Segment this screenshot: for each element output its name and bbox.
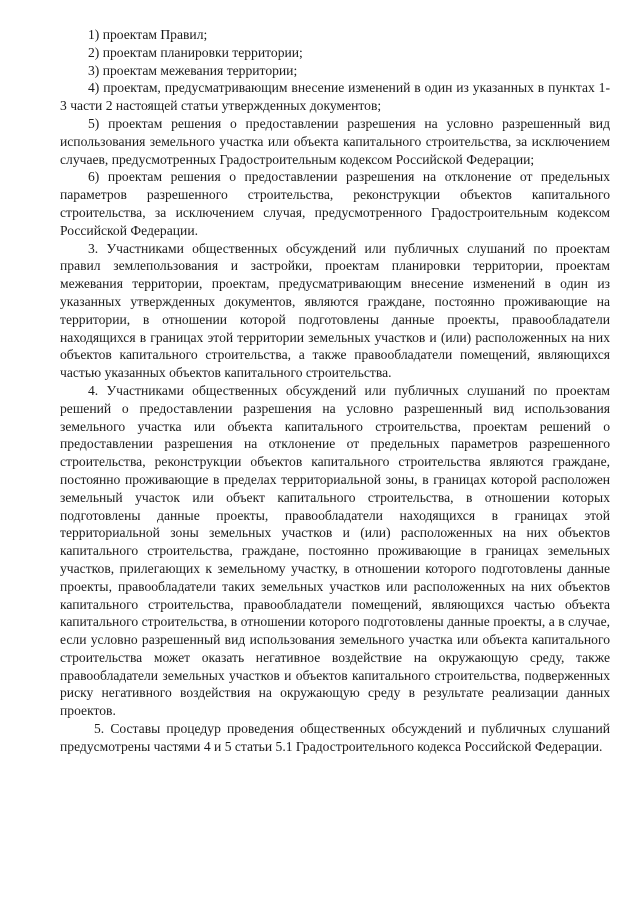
list-item-4: 4) проектам, предусматривающим внесение изменений в один из указанных в пунктах 1-3 части 2 настоящей статьи утвержденных документов; [60, 80, 610, 114]
paragraph-5: 5. Составы процедур проведения общественных обсуждений и публичных слушаний предусмотрены частями 4 и 5 статьи 5.1 Градостроительного кодекса Российской Федерации. [60, 721, 610, 754]
list-item-1: 1) проектам Правил; [88, 27, 208, 42]
paragraph-3: 3. Участниками общественных обсуждений или публичных слушаний по проектам правил землепользования и застройки, проектам планировки территории, проектам межевания территории, проектам, предусматривающим внесение изменений в один из указанных утвержденных документов, являются граждане, постоянно проживающие на территории, в отношении которой подготовлены данные проекты, правообладатели находящихся в границах этой территории земельных участков и (или) расположенных на них объектов капитального строительства, а также правообладатели помещений, являющихся частью указанных объектов капитального строительства. [60, 240, 610, 381]
list-item-5: 5) проектам решения о предоставлении разрешения на условно разрешенный вид использования земельного участка или объекта капитального строительства, за исключением случаев, предусмотренных Градостроительным кодексом Российской Федерации; [60, 115, 610, 167]
list-item-3: 3) проектам межевания территории; [88, 62, 298, 78]
paragraph-4: 4. Участниками общественных обсуждений или публичных слушаний по проектам решений о предоставлении разрешения на условно разрешенный вид использования земельного участка или объекта капитального строительства, проектам решений о предоставлении разрешения на отклонение от предельных параметров разрешенного строительства, реконструкции объектов капитального строительства являются граждане, постоянно проживающие в пределах территориальной зоны, в границах которой расположен земельный участок или объект капитального строительства, в отношении которых подготовлены данные проекты, правообладатели находящихся в границах этой территориальной зоны земельных участков и (или) расположенных на них объектов капитального строительства, граждане, постоянно проживающие в границах земельных участков, прилегающих к земельному участку, в отношении которого подготовлены данные проекты, правообладатели таких земельных участков или расположенных на них объектов капитального строительства, правообладатели помещений, являющихся частью объекта капитального строительства, в отношении которого подготовлены данные проекты, а в случае, если условно разрешенный вид использования земельного участка или объекта капитального строительства может оказать негативное воздействие на окружающую среду, также правообладатели земельных участков и объектов капитального строительства, подверженных риску негативного воздействия на окружающую среду в результате реализации данных проектов. [60, 382, 610, 719]
list-item-2: 2) проектам планировки территории; [88, 44, 303, 60]
document-page [60, 26, 610, 756]
list-item-6: 6) проектам решения о предоставлении разрешения на отклонение от предельных параметров разрешенного строительства, реконструкции объектов капитального строительства, за исключением случая, предусмотренного Градостроительным кодексом Российской Федерации. [60, 169, 610, 238]
